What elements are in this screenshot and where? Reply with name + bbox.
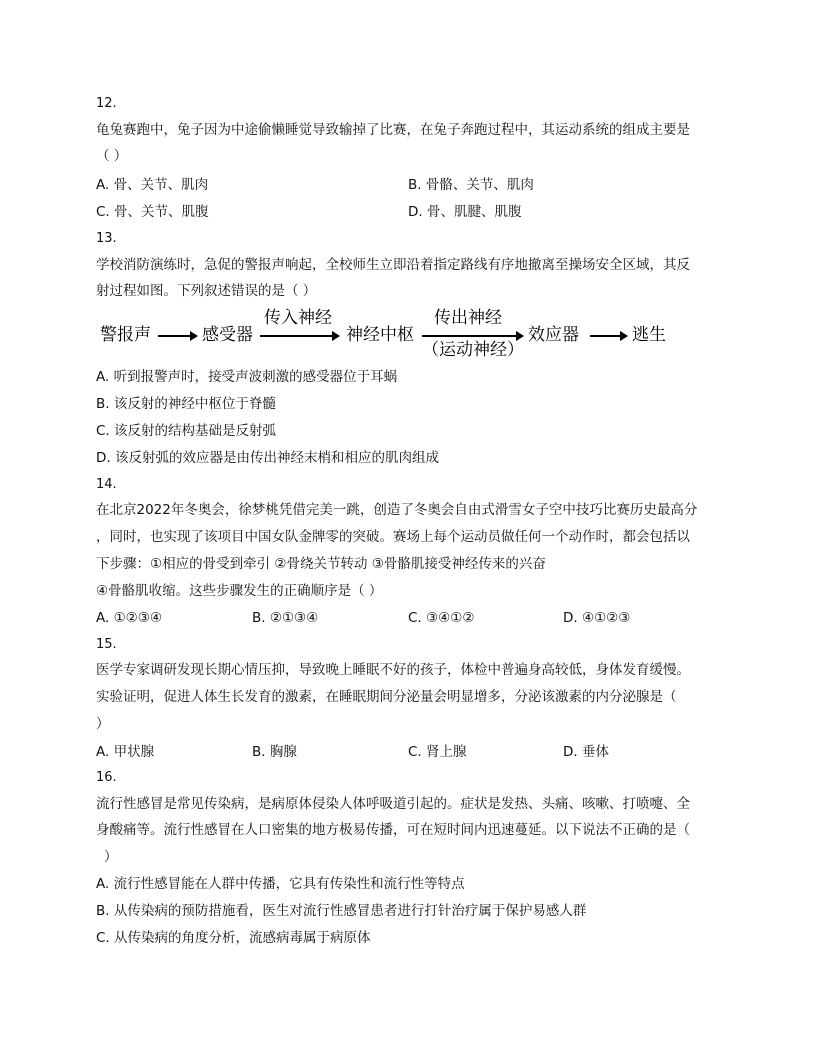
arrow-icon: [158, 335, 196, 337]
option-a: A. ①②③④: [96, 610, 162, 626]
question-number: 13.: [96, 231, 117, 246]
option-d: D. ④①②③: [563, 610, 631, 626]
reflex-arc-diagram: [100, 308, 680, 360]
diagram-node: 感受器: [202, 325, 253, 345]
option-d: D. 该反射弧的效应器是由传出神经末梢和相应的肌肉组成: [96, 450, 439, 466]
question-number: 15.: [96, 637, 117, 652]
arrow-label: 传入神经: [264, 308, 332, 328]
diagram-node: 逃生: [632, 325, 666, 345]
option-c: C. 肾上腺: [408, 744, 467, 760]
question-number: 14.: [96, 477, 117, 492]
question-stem: ④骨骼肌收缩。这些步骤发生的正确顺序是（ ）: [96, 583, 383, 599]
question-stem: 实验证明，促进人体生长发育的激素，在睡眠期间分泌量会明显增多，分泌该激素的内分泌腺是（: [96, 689, 677, 705]
option-d: D. 垂体: [563, 744, 609, 760]
option-a: A. 甲状腺: [96, 744, 155, 760]
question-stem: 身酸痛等。流行性感冒在人口密集的地方极易传播，可在短时间内迅速蔓延。以下说法不正确的是（: [96, 822, 690, 838]
question-number: 12.: [96, 96, 117, 111]
question-stem: 医学专家调研发现长期心情压抑，导致晚上睡眠不好的孩子，体检中普遍身高较低，身体发育缓慢。: [96, 662, 690, 678]
option-b: B. 骨骼、关节、肌肉: [408, 177, 534, 193]
arrow-icon: [590, 335, 626, 337]
arrow-icon: [260, 335, 338, 337]
question-stem: 流行性感冒是常见传染病，是病原体侵染人体呼吸道引起的。症状是发热、头痛、咳嗽、打喷嚏、全: [96, 796, 690, 812]
question-stem: （ ）: [96, 148, 128, 164]
option-b: B. 胸腺: [252, 744, 297, 760]
question-stem: ）: [104, 849, 118, 865]
option-b: B. 该反射的神经中枢位于脊髓: [96, 396, 276, 412]
diagram-node: 警报声: [100, 325, 151, 345]
arrow-label: 传出神经: [434, 308, 502, 328]
question-stem: 龟兔赛跑中，兔子因为中途偷懒睡觉导致输掉了比赛，在兔子奔跑过程中，其运动系统的组成主要是: [96, 122, 690, 138]
diagram-node: 效应器: [528, 325, 579, 345]
option-c: C. 骨、关节、肌腹: [96, 204, 209, 220]
question-stem: 射过程如图。下列叙述错误的是（ ）: [96, 283, 317, 299]
question-stem: 下步骤：①相应的骨受到牵引 ②骨绕关节转动 ③骨骼肌接受神经传来的兴奋: [96, 556, 546, 572]
option-b: B. 从传染病的预防措施看，医生对流行性感冒患者进行打针治疗属于保护易感人群: [96, 903, 587, 919]
question-stem: 在北京2022年冬奥会，徐梦桃凭借完美一跳，创造了冬奥会自由式滑雪女子空中技巧比赛历史最高分: [96, 502, 698, 518]
question-number: 16.: [96, 770, 117, 785]
option-a: A. 听到报警声时，接受声波刺激的感受器位于耳蜗: [96, 369, 398, 385]
option-c: C. 从传染病的角度分析，流感病毒属于病原体: [96, 930, 371, 946]
diagram-node: 神经中枢: [346, 325, 414, 345]
question-stem: ）: [96, 716, 110, 732]
option-a: A. 骨、关节、肌肉: [96, 177, 209, 193]
option-d: D. 骨、肌腱、肌腹: [408, 204, 522, 220]
option-b: B. ②①③④: [252, 610, 319, 626]
arrow-icon: [422, 335, 522, 337]
question-stem: ，同时，也实现了该项目中国女队金牌零的突破。赛场上每个运动员做任何一个动作时，都会包括以: [96, 529, 690, 545]
option-a: A. 流行性感冒能在人群中传播，它具有传染性和流行性等特点: [96, 876, 465, 892]
question-stem: 学校消防演练时，急促的警报声响起，全校师生立即沿着指定路线有序地撤离至操场安全区域，其反: [96, 257, 690, 273]
option-c: C. 该反射的结构基础是反射弧: [96, 423, 277, 439]
arrow-label: （运动神经）: [422, 340, 524, 360]
option-c: C. ③④①②: [408, 610, 475, 626]
